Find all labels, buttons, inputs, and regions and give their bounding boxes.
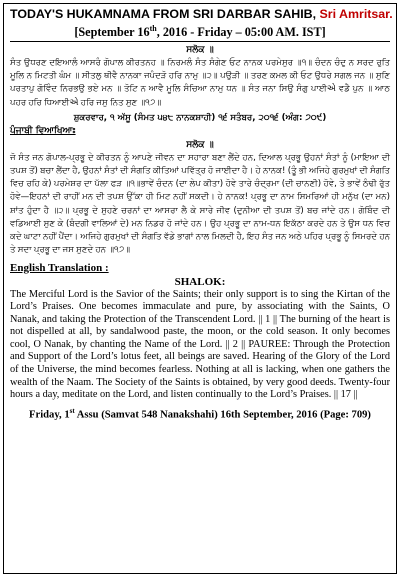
vyakhia-label: ਪੰਜਾਬੀ ਵਿਆਖਿਆਃ xyxy=(10,125,76,136)
punjabi-date: ਸ਼ੁਕਰਵਾਰ, ੧ ਅੱਸੂ (ਸੰਮਤ ੫੪੮ ਨਾਨਕਸ਼ਾਹੀ) ੧੬ ਸਤੰਬਰ, ੨੦੧੬ (ਅੰਗ: ੭੦੯) xyxy=(73,112,327,123)
title-text: TODAY'S HUKAMNAMA FROM SRI DARBAR SAHIB, Sri Amritsar. xyxy=(10,7,393,21)
document-date xyxy=(10,21,390,40)
date-part-1: [September 16 xyxy=(74,25,150,40)
english-heading: SHALOK: xyxy=(174,275,226,288)
date-sup: th xyxy=(149,24,157,33)
english-text: The Merciful Lord is the Savior of the Saints; their only support is to sing the Kirtan of the Lord’s Praises. One becomes immaculate and pure, by associating with the Saints, O Nanak, and taking the Protection of the Transcendent Lord. || 1 || The burning of the heart is not dispelled at all, by sandalwood paste, the moon, or the cold season. It only becomes cool, O Nanak, by chanting the Name of the Lord. || 2 || PAUREE: Through the Protection and Support of the Lord’s lotus feet, all beings are saved. Hearing of the Glory of the Lord of the Universe, the mind becomes fearless. Nothing at all is lacking, when one gathers the wealth of the Naam. The Society of the Saints is obtained, by very good deeds. Twenty-four hours a day, meditate on the Lord, and listen continually to the Lord’s Praises. || 17 || xyxy=(10,288,390,401)
footer-date xyxy=(10,404,390,423)
vyakhia-heading: ਸਲੋਕ ॥ xyxy=(186,139,214,150)
footer-part-2: Assu (Samvat 548 Nanakshahi) 16th September, 2016 (Page: 709) xyxy=(74,409,371,421)
date-part-2: , 2016 - Friday – 05:00 AM. IST] xyxy=(156,25,326,40)
english-label-row xyxy=(10,262,390,275)
divider xyxy=(10,41,390,42)
footer-sup: st xyxy=(69,406,75,415)
english-label: English Translation : xyxy=(10,261,109,274)
gurbani-heading: ਸਲੋਕ ॥ xyxy=(186,45,214,56)
title-location: Sri Amritsar. xyxy=(319,7,393,21)
footer-part-1: Friday, 1 xyxy=(29,409,70,421)
gurbani-text: ਸੰਤ ਉਧਰਣ ਦਇਆਲੰ ਆਸਰੰ ਗੋਪਾਲ ਕੀਰਤਨਹ ॥ ਨਿਰਮਲੰ ਸੰਤ ਸੰਗੇਣ ਓਟ ਨਾਨਕ ਪਰਮੇਸੁਰ ॥੧॥ ਚੰਦਨ ਚੰਦੁ ਨ ਸਰਦ ਰੁਤਿ ਮੂਲਿ ਨ ਮਿਟਤੀ ਘੰਮ ॥ ਸੀਤਲੁ ਥੀਵੈ ਨਾਨਕਾ ਜਪੰਦੜੋ ਹਰਿ ਨਾਮੁ ॥੨॥ ਪਉੜੀ ॥ ਤਰਣ ਕਮਲ ਕੀ ਓਟ ਉਧਰੇ ਸਗਲ ਜਨ ॥ ਸੁਣਿ ਪਰਤਾਪੁ ਗੋਵਿੰਦ ਨਿਰਭਉ ਭਏ ਮਨ ॥ ਤੋਟਿ ਨ ਆਵੈ ਮੂਲਿ ਸੰਚਿਆ ਨਾਮੁ ਧਨ ॥ ਸੰਤ ਜਨਾ ਸਿਉ ਸੰਗੁ ਪਾਈએ ਵਡੈ ਪੁਨ ॥ ਆਠ ਪਹਰ ਹਰਿ ਧਿਆਈએ ਹਰਿ ਜਸੁ ਨਿਤ ਸੁਣ ॥੧੭॥ xyxy=(10,58,390,108)
vyakhia-text: ਜੋ ਸੰਤ ਜਨ ਗੋਪਾਲ-ਪ੍ਰਭੂ ਦੇ ਕੀਰਤਨ ਨੂੰ ਆਪਣੇ ਜੀਵਨ ਦਾ ਸਹਾਰਾ ਬਣਾ ਲੈਂਦੇ ਹਨ, ਦਿਆਲ ਪ੍ਰਭੂ ਉਹਨਾਂ ਸੰਤਾਂ ਨੂੰ (ਮਾਇਆ ਦੀ ਤਪਸ਼ ਤੋਂ) ਬਚਾ ਲੈਂਦਾ ਹੈ, ਉਹਨਾਂ ਸੰਤਾਂ ਦੀ ਸੰਗਤਿ ਕੀਤਿਆਂ ਪਵਿੱਤ੍ਰ ਹੋ ਜਾਈਦਾ ਹੈ। ਹੇ ਨਾਨਕ! (ਤੂੰ ਭੀ ਅਜਿਹੇ ਗੁਰਮੁਖਾਂ ਦੀ ਸੰਗਤਿ ਵਿਚ ਰਹਿ ਕੇ) ਪਰਮੇਸ਼ਰ ਦਾ ਪੱਲਾ ਫੜ ॥੧॥ਭਾਵੇਂ ਚੰਦਨ (ਦਾ ਲੇਪ ਕੀਤਾ) ਹੋਵੇ ਤਾਰੇ ਚੰਦ੍ਰਮਾ (ਦੀ ਚਾਨਣੀ) ਹੋਵੇ, ਤੇ ਭਾਵੇਂ ਠੰਢੀ ਰੁੱਤ ਹੋਵੇ—ਇਹਨਾਂ ਦੀ ਰਾਹੀਂ ਮਨ ਦੀ ਤਪਸ਼ ਉੱਕਾ ਹੀ ਮਿਟ ਨਹੀਂ ਸਕਦੀ। ਹੇ ਨਾਨਕ! ਪ੍ਰਭੂ ਦਾ ਨਾਮ ਸਿਮਰਿਆਂ ਹੀ ਮਨੁੱਖ (ਦਾ ਮਨ) ਸ਼ਾਂਤ ਹੁੰਦਾ ਹੈ ॥੨॥ ਪ੍ਰਭੂ ਦੇ ਸੁਹਣੇ ਚਰਨਾਂ ਦਾ ਆਸਰਾ ਲੈ ਕੇ ਸਾਰੇ ਜੀਵ (ਦੁਨੀਆ ਦੀ ਤਪਸ਼ ਤੋਂ) ਬਚ ਜਾਂਦੇ ਹਨ। ਗੋਬਿੰਦ ਦੀ ਵਡਿਆਈ ਸੁਣ ਕੇ (ਬੰਦਗੀ ਵਾਲਿਆਂ ਦੇ) ਮਨ ਨਿਡਰ ਹੋ ਜਾਂਦੇ ਹਨ। ਉਹ ਪ੍ਰਭੂ ਦਾ ਨਾਮ-ਧਨ ਇਕੱਠਾ ਕਰਦੇ ਹਨ ਤੇ ਉਸ ਧਨ ਵਿਚ ਕਦੇ ਘਾਟਾ ਨਹੀਂ ਪੈਂਦਾ। ਅਜਿਹੇ ਗੁਰਮੁਖਾਂ ਦੀ ਸੰਗਤਿ ਵੱਡੇ ਭਾਗਾਂ ਨਾਲ ਮਿਲਦੀ ਹੈ, ਇਹ ਸੰਤ ਜਨ ਅਠੇ ਪਹਿਰ ਪ੍ਰਭੂ ਨੂੰ ਸਿਮਰਦੇ ਹਨ ਤੇ ਸਦਾ ਪ੍ਰਭੂ ਦਾ ਜਸ ਸੁਣਦੇ ਹਨ ॥੧੭॥ xyxy=(10,152,390,256)
hukamnama-document xyxy=(3,3,397,574)
document-title xyxy=(10,7,393,21)
vyakhia-label-row xyxy=(10,125,390,138)
